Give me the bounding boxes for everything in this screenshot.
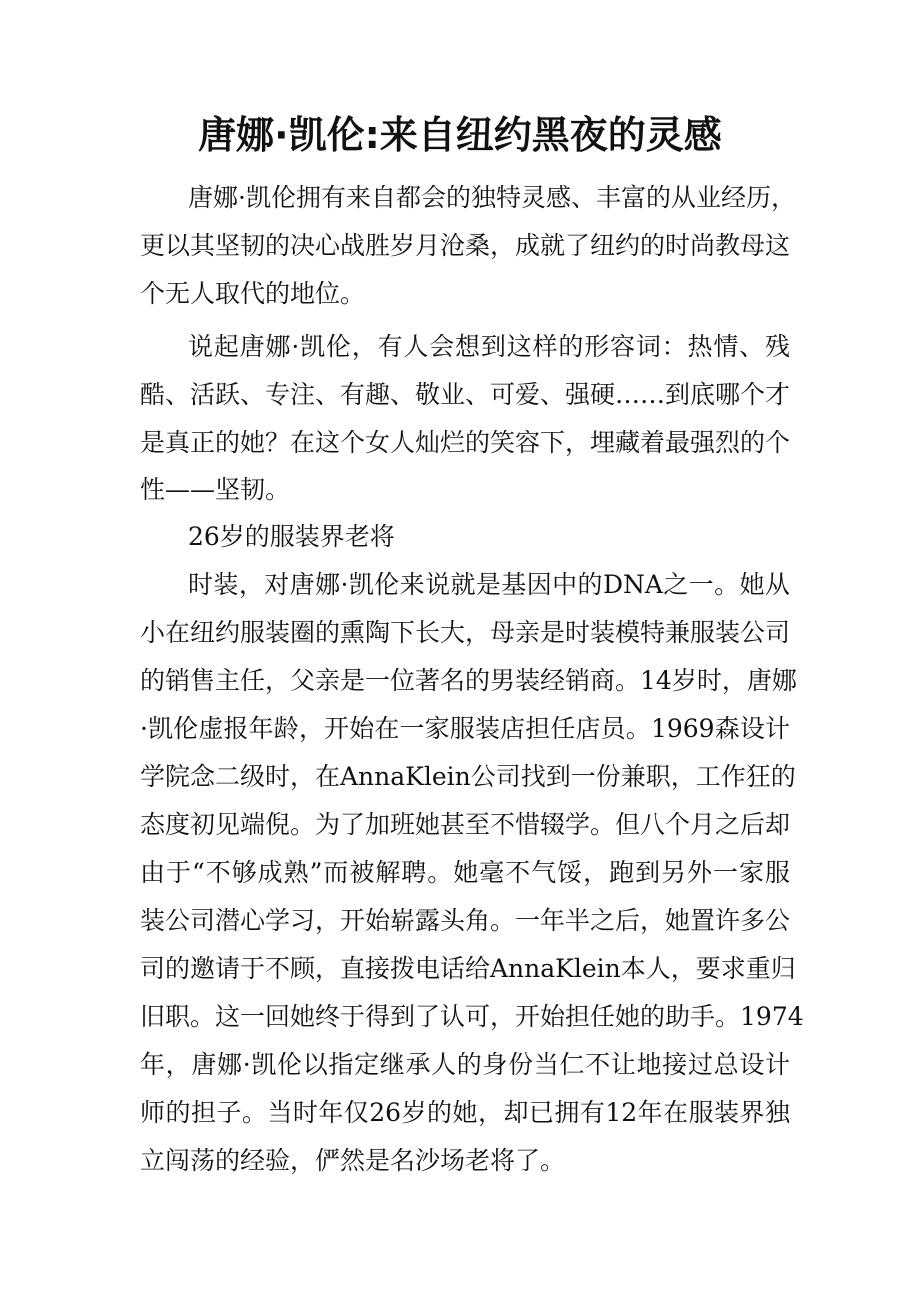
text-line: 小在纽约服装圈的熏陶下长大，母亲是时装模特兼服装公司: [140, 618, 791, 647]
text-line: 立闯荡的经验，俨然是名沙场老将了。: [140, 1146, 566, 1175]
text-line: 是真正的她？在这个女人灿烂的笑容下，埋藏着最强烈的个: [140, 428, 791, 457]
text-line: 说起唐娜·凯伦，有人会想到这样的形容词：热情、残: [188, 332, 790, 361]
text-line: 由于“不够成熟”而被解聘。她毫不气馁，跑到另外一家服: [140, 858, 790, 887]
text-line: 性——坚韧。: [140, 475, 291, 504]
document-title: 唐娜·凯伦:来自纽约黑夜的灵感: [198, 113, 722, 157]
text-line: ·凯伦虚报年龄，开始在一家服装店担任店员。1969森设计: [140, 714, 790, 743]
text-line: 年，唐娜·凯伦以指定继承人的身份当仁不让地接过总设计: [140, 1050, 790, 1079]
text-line: 司的邀请于不顾，直接拨电话给AnnaKlein本人，要求重归: [140, 954, 796, 983]
text-line: 态度初见端倪。为了加班她甚至不惜辍学。但八个月之后却: [140, 810, 791, 839]
text-line: 师的担子。当时年仅26岁的她，却已拥有12年在服装界独: [140, 1098, 790, 1127]
text-line: 唐娜·凯伦拥有来自都会的独特灵感、丰富的从业经历，: [188, 183, 796, 212]
text-line: 时装，对唐娜·凯伦来说就是基因中的DNA之一。她从: [188, 570, 790, 599]
text-line: 个无人取代的地位。: [140, 279, 366, 308]
text-line: 学院念二级时，在AnnaKlein公司找到一份兼职，工作狂的: [140, 762, 796, 791]
text-line: 的销售主任，父亲是一位著名的男装经销商。14岁时，唐娜: [140, 666, 797, 695]
text-line: 更以其坚韧的决心战胜岁月沧桑，成就了纽约的时尚教母这: [140, 231, 791, 260]
text-line: 26岁的服装界老将: [188, 522, 395, 551]
text-line: 旧职。这一回她终于得到了认可，开始担任她的助手。1974: [140, 1002, 804, 1031]
text-line: 酷、活跃、专注、有趣、敬业、可爱、强硬……到底哪个才: [140, 380, 791, 409]
text-line: 装公司潜心学习，开始崭露头角。一年半之后，她置许多公: [140, 906, 791, 935]
